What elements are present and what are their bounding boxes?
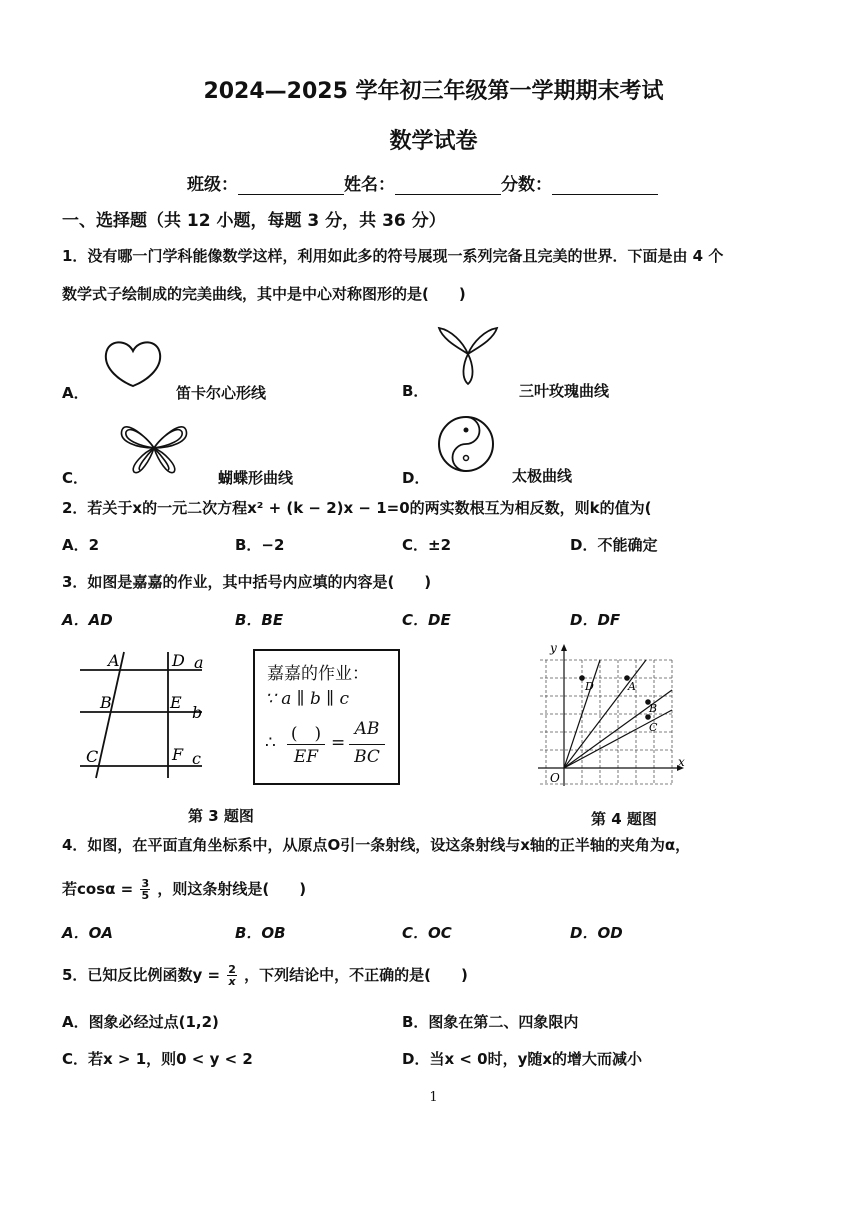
label-E: E bbox=[170, 693, 182, 712]
q4-option-d[interactable]: D．OD bbox=[570, 924, 623, 942]
homework-frac-bar-left bbox=[287, 744, 325, 745]
butterfly-figure bbox=[118, 418, 190, 476]
point-D bbox=[579, 675, 585, 681]
homework-title: 嘉嘉的作业： bbox=[267, 664, 369, 684]
cardioid-figure bbox=[102, 337, 164, 389]
name-blank[interactable] bbox=[395, 176, 501, 195]
q1-option-b-text: 三叶玫瑰曲线 bbox=[519, 382, 610, 400]
transversal-left bbox=[96, 652, 124, 778]
q2-option-c[interactable]: C．±2 bbox=[402, 536, 452, 554]
score-blank[interactable] bbox=[552, 176, 658, 195]
label-B: B bbox=[649, 702, 658, 715]
q1-option-b-letter[interactable]: B． bbox=[402, 382, 429, 400]
q3-homework-box bbox=[253, 649, 400, 785]
q1-option-c-text: 蝴蝶形曲线 bbox=[218, 469, 294, 487]
q3-option-b[interactable]: B．BE bbox=[235, 611, 284, 629]
label-c: c bbox=[192, 749, 201, 768]
page-number: 1 bbox=[429, 1090, 438, 1105]
q1-option-a-letter[interactable]: A． bbox=[62, 384, 89, 402]
q4-coordinate-figure bbox=[530, 640, 690, 800]
score-label: 分数： bbox=[501, 175, 552, 195]
class-blank[interactable] bbox=[238, 176, 344, 195]
q2-option-d[interactable]: D．不能确定 bbox=[570, 536, 658, 554]
q3-option-a[interactable]: A．AD bbox=[62, 611, 113, 629]
q5-frac-den: x bbox=[228, 975, 236, 988]
label-a: a bbox=[194, 653, 204, 672]
q1-option-d-letter[interactable]: D． bbox=[402, 469, 430, 487]
section-heading: 一、选择题（共 12 小题，每题 3 分，共 36 分） bbox=[62, 211, 446, 231]
homework-ef: EF bbox=[293, 747, 319, 767]
label-C: C bbox=[86, 747, 99, 766]
q1-stem-line2: 数学式子绘制成的完美曲线，其中是中心对称图形的是( ) bbox=[62, 285, 466, 303]
q5-option-c[interactable]: C．若x > 1，则0 < y < 2 bbox=[62, 1050, 253, 1068]
q4-frac-den: 5 bbox=[141, 889, 150, 902]
class-label: 班级： bbox=[187, 175, 238, 195]
origin-label: O bbox=[550, 771, 560, 785]
q4-stem-line1: 4．如图，在平面直角坐标系中，从原点O引一条射线，设这条射线与x轴的正半轴的夹角为α， bbox=[62, 836, 691, 854]
student-info-row bbox=[187, 170, 658, 195]
homework-ab: AB bbox=[354, 719, 380, 739]
homework-blank-paren[interactable]: ( ) bbox=[290, 724, 322, 744]
taiji-figure bbox=[436, 414, 496, 474]
label-B: B bbox=[100, 693, 112, 712]
three-leaf-rose-figure bbox=[437, 326, 499, 386]
q5-option-d[interactable]: D．当x < 0时，y随x的增大而减小 bbox=[402, 1050, 643, 1068]
q1-option-c-letter[interactable]: C． bbox=[62, 469, 89, 487]
q3-stem: 3．如图是嘉嘉的作业，其中括号内应填的内容是( ) bbox=[62, 573, 432, 591]
exam-title: 2024—2025 学年初三年级第一学期期末考试 bbox=[203, 79, 664, 104]
homework-therefore: ∴ bbox=[265, 733, 276, 753]
q5-frac-num: 2 bbox=[228, 963, 236, 976]
axis-label-y: y bbox=[550, 641, 557, 655]
q2-option-a[interactable]: A．2 bbox=[62, 536, 100, 554]
label-F: F bbox=[172, 745, 184, 764]
q4-cos-text: 若cosα = bbox=[62, 880, 134, 898]
q3-parallel-lines-figure bbox=[74, 646, 224, 781]
q4-stem-end: ，则这条射线是( ) bbox=[157, 880, 307, 898]
q3-option-c[interactable]: C．DE bbox=[402, 611, 451, 629]
axis-label-x: x bbox=[678, 755, 685, 769]
q4-option-c[interactable]: C．OC bbox=[402, 924, 452, 942]
q5-option-a[interactable]: A．图象必经过点(1,2) bbox=[62, 1013, 219, 1031]
q2-option-b[interactable]: B．−2 bbox=[235, 536, 285, 554]
label-A: A bbox=[108, 651, 120, 670]
q1-option-a-text: 笛卡尔心形线 bbox=[176, 384, 267, 402]
label-D: D bbox=[585, 680, 594, 693]
q4-option-a[interactable]: A．OA bbox=[62, 924, 113, 942]
q4-figure-caption: 第 4 题图 bbox=[591, 810, 657, 828]
homework-frac-bar-right bbox=[349, 744, 385, 745]
q4-fraction bbox=[140, 878, 150, 901]
label-D: D bbox=[172, 651, 185, 670]
label-C: C bbox=[649, 721, 658, 734]
homework-given: ∵ a ∥ b ∥ c bbox=[265, 689, 350, 709]
q4-frac-num: 3 bbox=[141, 877, 150, 890]
label-b: b bbox=[192, 703, 203, 722]
exam-subtitle: 数学试卷 bbox=[389, 129, 478, 154]
q5-stem bbox=[62, 964, 468, 987]
q4-stem-line2 bbox=[62, 878, 306, 901]
q3-option-d[interactable]: D．DF bbox=[570, 611, 621, 629]
point-C bbox=[645, 714, 651, 720]
q5-stem-end: ，下列结论中，不正确的是( ) bbox=[244, 966, 468, 984]
q1-stem-line1: 1．没有哪一门学科能像数学这样，利用如此多的符号展现一系列完备且完美的世界．下面是由 4 个 bbox=[62, 247, 724, 265]
name-label: 姓名： bbox=[344, 175, 395, 195]
q5-fraction bbox=[227, 964, 237, 987]
q4-option-b[interactable]: B．OB bbox=[235, 924, 286, 942]
label-A: A bbox=[628, 680, 636, 693]
homework-bc: BC bbox=[354, 747, 380, 767]
homework-equals: = bbox=[331, 733, 346, 753]
q3-figure-caption: 第 3 题图 bbox=[188, 807, 254, 825]
q1-option-d-text: 太极曲线 bbox=[512, 467, 573, 485]
q2-stem: 2．若关于x的一元二次方程x² + (k − 2)x − 1=0的两实数根互为相反数，则k的值为( bbox=[62, 499, 652, 517]
q5-option-b[interactable]: B．图象在第二、四象限内 bbox=[402, 1013, 579, 1031]
q5-stem-start: 5．已知反比例函数y = bbox=[62, 966, 221, 984]
